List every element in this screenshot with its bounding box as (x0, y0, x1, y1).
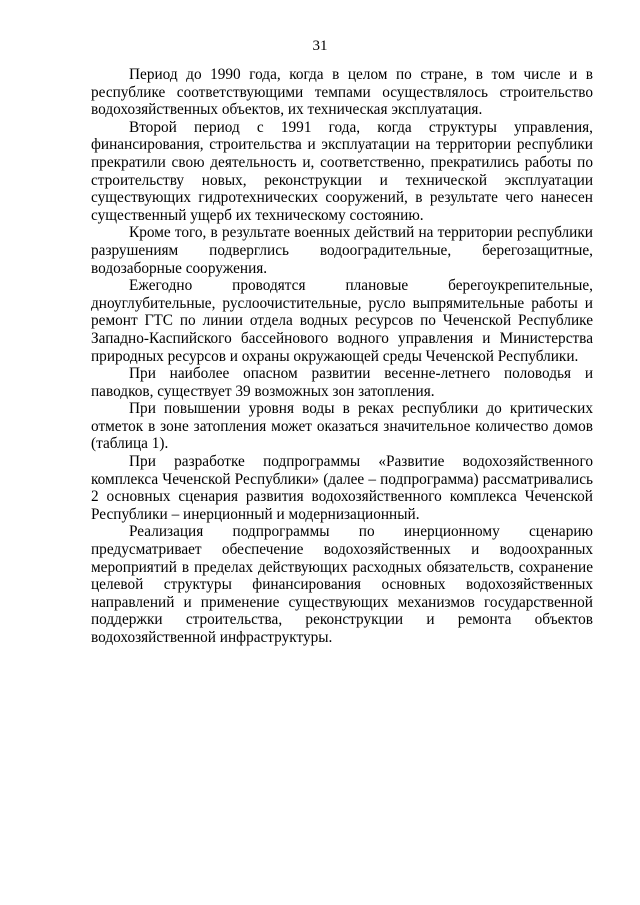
paragraph: Период до 1990 года, когда в целом по стране, в том числе и в республике соответствующими темпами осуществлялось строительство водохозяйственных объектов, их техническая эксплуатация. (91, 66, 593, 119)
paragraph: При наиболее опасном развитии весенне-летнего половодья и паводков, существует 39 возможных зон затопления. (91, 365, 593, 400)
paragraph: Кроме того, в результате военных действий на территории республики разрушениям подверглись водооградительные, берегозащитные, водозаборные сооружения. (91, 224, 593, 277)
paragraph: При разработке подпрограммы «Развитие водохозяйственного комплекса Чеченской Республики» (далее – подпрограмма) рассматривались 2 основных сценария развития водохозяйственного комплекса Чеченской Республики – инерционный и модернизационный. (91, 453, 593, 523)
document-body (91, 66, 593, 647)
paragraph: Второй период с 1991 года, когда структуры управления, финансирования, строительства и эксплуатации на территории республики прекратили свою деятельность и, соответственно, прекратились работы по строительству новых, реконструкции и технической эксплуатации существующих гидротехнических сооружений, в результате чего нанесен существенный ущерб их техническому состоянию. (91, 118, 593, 224)
page-number: 31 (312, 38, 328, 54)
paragraph: При повышении уровня воды в реках республики до критических отметок в зоне затопления может оказаться значительное количество домов (таблица 1). (91, 400, 593, 453)
paragraph: Реализация подпрограммы по инерционному сценарию предусматривает обеспечение водохозяйственных и водоохранных мероприятий в пределах действующих расходных обязательств, сохранение целевой структуры финансирования основных водохозяйственных направлений и применение существующих механизмов государственной поддержки строительства, реконструкции и ремонта объектов водохозяйственной инфраструктуры. (91, 523, 593, 646)
paragraph: Ежегодно проводятся плановые берегоукрепительные, дноуглубительные, руслоочистительные, русло выпрямительные работы и ремонт ГТС по линии отдела водных ресурсов по Чеченской Республике Западно-Каспийского бассейнового водного управления и Министерства природных ресурсов и охраны окружающей среды Чеченской Республики. (91, 277, 593, 365)
